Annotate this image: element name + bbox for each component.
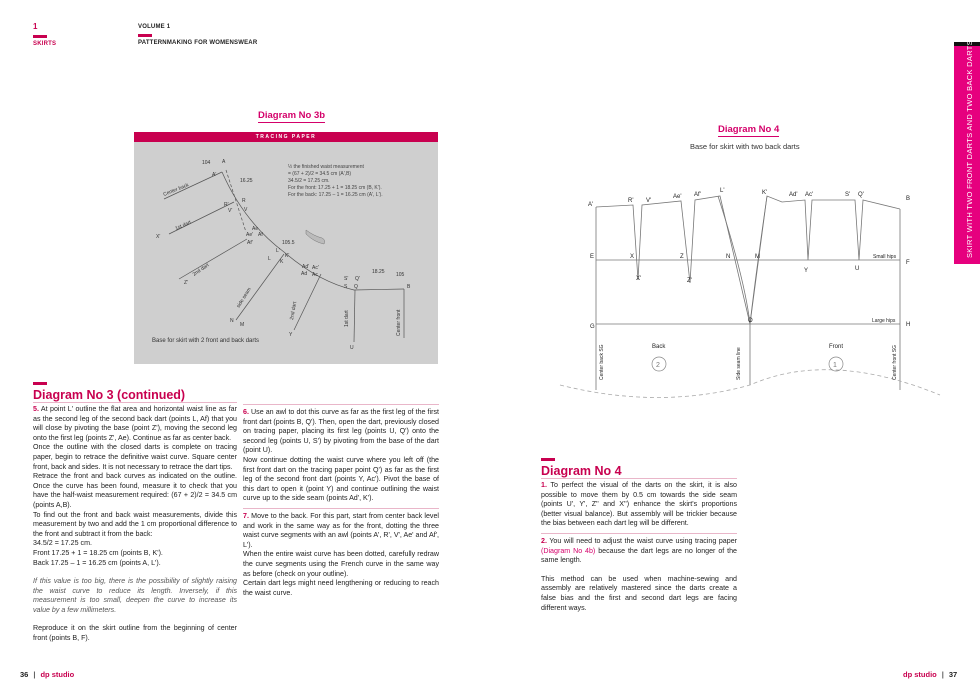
svg-text:E: E: [590, 254, 595, 260]
svg-text:Ad: Ad: [301, 271, 308, 277]
svg-text:Center front: Center front: [396, 309, 402, 336]
svg-text:F: F: [906, 260, 910, 266]
svg-text:A: A: [222, 159, 226, 165]
svg-text:Z': Z': [184, 280, 189, 286]
diagram-3b-drawing: [134, 142, 438, 364]
chapter-title: SKIRTS: [33, 41, 57, 47]
svg-text:R: R: [242, 198, 246, 204]
section-3-title: Diagram No 3 (continued): [33, 388, 186, 402]
svg-text:Ac: Ac: [312, 272, 318, 278]
diagram-3b-caption: Base for skirt with 2 front and back darts: [152, 338, 260, 344]
svg-text:105.5: 105.5: [282, 240, 295, 246]
chapter-header: [33, 22, 56, 47]
svg-text:Q': Q': [858, 192, 864, 198]
svg-text:For the back: 17.25 – 1 = 16.2: For the back: 17.25 – 1 = 16.25 cm (A', L').: [288, 192, 383, 198]
svg-text:Back: Back: [652, 344, 666, 350]
svg-text:Large hips: Large hips: [872, 318, 896, 324]
svg-text:S: S: [344, 284, 348, 290]
volume-label: VOLUME 1: [138, 24, 171, 30]
svg-text:Y: Y: [804, 268, 809, 274]
accent-bar: [33, 35, 47, 38]
section-accent-bar: [33, 382, 47, 385]
french-curve-icon: [306, 230, 325, 244]
footer-left: 36 | dp studio: [20, 670, 75, 679]
svg-text:V: V: [244, 207, 248, 213]
svg-text:M: M: [755, 254, 760, 260]
svg-text:H: H: [906, 322, 911, 328]
svg-text:G: G: [590, 324, 595, 330]
svg-text:B: B: [407, 284, 411, 290]
svg-text:V': V': [228, 208, 233, 214]
svg-text:N: N: [726, 254, 731, 260]
svg-text:Q: Q: [354, 284, 358, 290]
svg-text:side seam: side seam: [235, 286, 253, 310]
diagram-4b-link[interactable]: (Diagram No 4b): [541, 546, 596, 555]
svg-text:1st dart: 1st dart: [174, 219, 193, 232]
svg-text:U: U: [855, 266, 860, 272]
svg-text:104: 104: [202, 160, 211, 166]
svg-text:2: 2: [656, 362, 660, 369]
svg-text:1st dart: 1st dart: [344, 310, 350, 327]
svg-text:K': K': [762, 190, 768, 196]
svg-text:R': R': [628, 198, 634, 204]
section-accent-bar: [541, 458, 555, 461]
svg-text:Ad': Ad': [789, 192, 798, 198]
svg-text:O: O: [748, 318, 753, 324]
page-number-left: 36: [20, 670, 29, 679]
svg-text:Center back SG: Center back SG: [599, 344, 605, 380]
svg-text:Ac': Ac': [805, 192, 814, 198]
svg-text:Center back: Center back: [162, 182, 190, 198]
tracing-paper-band: TRACING PAPER: [134, 132, 438, 142]
svg-text:105: 105: [396, 272, 405, 278]
svg-text:16.25: 16.25: [240, 178, 253, 184]
svg-text:Small hips: Small hips: [873, 254, 897, 260]
svg-text:K': K': [285, 253, 290, 259]
svg-text:2nd dart: 2nd dart: [289, 301, 299, 321]
svg-text:For the front: 17.25 + 1 = 18.: For the front: 17.25 + 1 = 18.25 cm (B, K').: [288, 185, 382, 191]
svg-text:1: 1: [833, 362, 837, 369]
svg-text:X': X': [156, 234, 161, 240]
svg-text:Ac': Ac': [312, 265, 319, 271]
svg-text:Center front SG: Center front SG: [892, 344, 898, 380]
chapter-side-tab: [954, 42, 980, 264]
svg-text:Side seam line: Side seam line: [736, 347, 742, 380]
svg-text:Af': Af': [694, 192, 701, 198]
page-number-right: 37: [948, 670, 958, 679]
diagram-4-title: Diagram No 4: [718, 124, 780, 135]
svg-text:X': X': [636, 276, 642, 282]
svg-text:34.5/2 = 17.25 cm.: 34.5/2 = 17.25 cm.: [288, 178, 330, 184]
svg-text:U: U: [350, 345, 354, 351]
chapter-number: 1: [33, 22, 38, 31]
svg-text:L': L': [276, 248, 280, 254]
svg-text:A': A': [212, 172, 217, 178]
diagram-4-drawing: [540, 180, 950, 400]
svg-text:Af': Af': [247, 240, 253, 246]
svg-text:½ the finished waist measureme: ½ the finished waist measurement: [288, 164, 364, 170]
brand-left: dp studio: [40, 670, 75, 679]
svg-text:Y: Y: [289, 332, 293, 338]
svg-text:L': L': [720, 188, 725, 194]
svg-text:M: M: [240, 322, 245, 328]
svg-text:18.25: 18.25: [372, 269, 385, 275]
footer-right: dp studio | 37: [903, 670, 958, 679]
svg-text:Ae: Ae: [252, 226, 259, 232]
section-rule: [33, 402, 237, 403]
svg-text:N: N: [230, 318, 234, 324]
svg-text:S': S': [344, 276, 349, 282]
svg-text:Q': Q': [355, 276, 360, 282]
svg-text:Z': Z': [687, 278, 692, 284]
diagram-3b-title: Diagram No 3b: [258, 110, 326, 121]
svg-text:V': V': [646, 198, 652, 204]
accent-bar: [138, 34, 152, 37]
book-title: PATTERNMAKING FOR WOMENSWEAR: [138, 40, 258, 46]
text-column-1: 5. At point L' outline the flat area and horizontal waist line as far as the second leg of the second back dart (points L, Af) that you will close by pivoting the base (point Z'), moving the second leg onto the first leg (points Z', Ae). Continue as far as center back. Once the outline with the closed darts is complete on tracing paper, begin to retrace the definitive waist curve. Square center front, back and sides. It is not necessary to retrace the dart tips. Retrace the front and back curves as indicated on the outline. Once the curve has been found, measure it to check that you have the half-waist measurement required: (67 + 2)/2 = 34.5 cm (points A,B). To find out the front and back waist measurements, divide this measurement by two and add the 1 cm proportional difference to the front and subtract it from the back: 34.5/2 = 17.25 cm. Front 17.25 + 1 = 18.25 cm (points B, K'). Back 17.25 – 1 = 16.25 cm (points A, L'). If this value is too big, there is the possibility of slightly raising the waist curve to reduce its length. Inversely, if this measurement is too small, deepen the curve to increase its value by a few millimeters. Reproduce it on the skirt outline from the beginning of center front (points B, F).: [33, 405, 237, 643]
svg-text:Front: Front: [829, 344, 844, 350]
svg-text:S': S': [845, 192, 851, 198]
svg-text:R': R': [224, 202, 229, 208]
svg-text:A': A': [588, 202, 594, 208]
side-tab-label: SKIRT WITH TWO FRONT DARTS AND TWO BACK DARTS: [965, 40, 974, 258]
brand-right: dp studio: [903, 670, 937, 679]
svg-text:2nd dart: 2nd dart: [191, 262, 211, 278]
svg-text:X: X: [630, 254, 635, 260]
text-column-3: 1. To perfect the visual of the darts on the skirt, it is also possible to move them by 0.5 cm towards the side seam (points U', Y', Z'' and X'') enhance the skirt's proportions (better visual balance). But assembly will be trickier because the bias between each dart leg will be different. 2. You will need to adjust the waist curve using tracing paper (Diagram No 4b) because the dart legs are no longer of the same length. This method can be used when machine-sewing and assembly are relatively mastered since the darts create a false bias and the first and second dart legs are facing different ways.: [541, 481, 738, 612]
tracing-paper-figure: [134, 132, 438, 364]
svg-text:K: K: [280, 259, 284, 265]
diagram-4-subtitle: Base for skirt with two back darts: [690, 142, 800, 151]
section-4-title: Diagram No 4: [541, 464, 622, 478]
volume-header: [138, 24, 257, 46]
svg-text:L: L: [268, 256, 271, 262]
svg-text:Ad': Ad': [302, 264, 310, 270]
svg-text:Af: Af: [258, 232, 263, 238]
svg-text:Ae': Ae': [246, 232, 254, 238]
svg-text:Z: Z: [680, 254, 684, 260]
svg-text:B: B: [906, 196, 911, 202]
svg-text:= (67 + 2)/2 = 34.5 cm (A',B): = (67 + 2)/2 = 34.5 cm (A',B): [288, 171, 352, 177]
svg-text:Ae': Ae': [673, 194, 682, 200]
text-column-2: 6. Use an awl to dot this curve as far as the first leg of the first front dart (points B, Q'). Then, open the dart, previously closed on tracing paper, placing its first leg (points U, Q') onto the second leg (points U, S') by pivoting from the base of the dart (point U). Now continue dotting the waist curve where you left off (the first front dart on the tracing paper point Q') as far as the first leg of the second front dart (points Y, Ac'). Pivot the base of this dart to open it (point Y) and continue outlining the waist curve up to the side seam (points Ad', K'). 7. Move to the back. For this part, start from center back level and work in the same way as for the front, dotting the three waist curve segments with an awl (points A', R', V', Ae' and Af', L'). When the entire waist curve has been dotted, carefully redraw the curve segments using the French curve in the same way as before (check on your outline). Certain dart legs might need lengthening or reducing to reach the waist curve.: [243, 400, 439, 598]
section-rule: [541, 478, 737, 479]
